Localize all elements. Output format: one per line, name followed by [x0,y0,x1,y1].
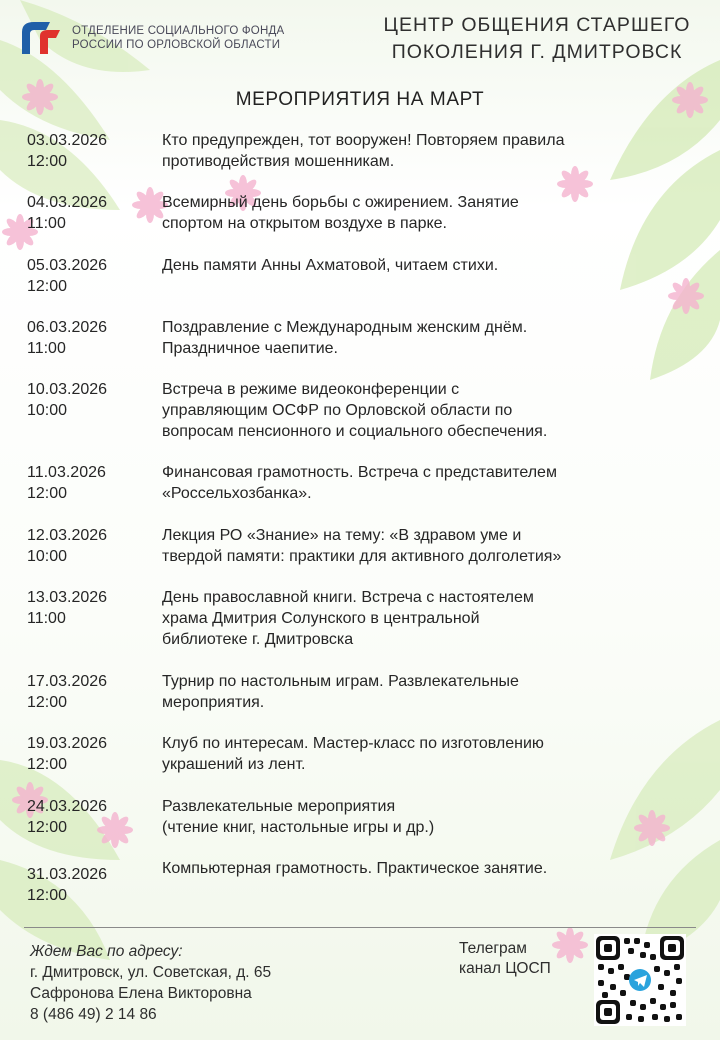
event-time: 12:00 [27,694,68,711]
contact-name: Сафронова Елена Викторовна [30,985,252,1002]
address-text: г. Дмитровск, ул. Советская, д. 65 [30,964,272,981]
event-description: День памяти Анны Ахматовой, читаем стихи. [162,257,499,274]
event-time: 11:00 [27,340,66,357]
telegram-icon [629,969,651,991]
logo-line-1: ОТДЕЛЕНИЕ СОЦИАЛЬНОГО ФОНДА [72,25,285,37]
telegram-caption [459,939,551,979]
event-description: Компьютерная грамотность. Практическое занятие. [162,860,548,877]
event-description: Встреча в режиме видеоконференции с управляющим ОСФР по Орловской области по вопросам пенсионного и социального обеспечения. [162,381,548,440]
qr-code-icon[interactable] [594,934,686,1026]
event-description: Всемирный день борьбы с ожирением. Занятие спортом на открытом воздухе в парке. [162,194,519,232]
logo-line-2: РОССИИ ПО ОРЛОВСКОЙ ОБЛАСТИ [72,39,281,51]
event-date: 24.03.2026 [27,798,108,815]
address-label: Ждем Вас по адресу: [30,943,183,960]
event-description: День православной книги. Встреча с настоятелем храма Дмитрия Солунского в центральной библиотеке г. Дмитровска [162,589,534,648]
sfr-logo [16,16,316,60]
event-date: 31.03.2026 [27,866,108,883]
event-time: 12:00 [27,819,68,836]
center-title-line-1: ЦЕНТР ОБЩЕНИЯ СТАРШЕГО [383,14,691,36]
event-description: Турнир по настольным играм. Развлекательные мероприятия. [162,673,519,711]
event-date: 19.03.2026 [27,735,108,752]
event-date: 10.03.2026 [27,381,108,398]
event-description: Финансовая грамотность. Встреча с представителем «Россельхозбанка». [162,464,557,502]
contact-phone: 8 (486 49) 2 14 86 [30,1006,157,1023]
telegram-line-2: канал ЦОСП [459,960,551,977]
event-time: 12:00 [27,887,68,904]
event-description: Поздравление с Международным женским днём. Праздничное чаепитие. [162,319,528,357]
event-date: 11.03.2026 [27,464,106,481]
logo-text [72,24,284,52]
event-description: Клуб по интересам. Мастер-класс по изготовлению украшений из лент. [162,735,544,773]
center-title [360,12,714,66]
event-date: 06.03.2026 [27,319,108,336]
event-date: 05.03.2026 [27,257,108,274]
event-description: Развлекательные мероприятия (чтение книг, настольные игры и др.) [162,798,435,836]
events-title: МЕРОПРИЯТИЯ НА МАРТ [235,89,485,110]
telegram-line-1: Телеграм [459,940,527,957]
event-time: 10:00 [27,402,68,419]
event-date: 04.03.2026 [27,194,108,211]
event-date: 12.03.2026 [27,527,108,544]
event-description: Кто предупрежден, тот вооружен! Повторяем правила противодействия мошенникам. [162,132,565,170]
center-title-line-2: ПОКОЛЕНИЯ Г. ДМИТРОВСК [391,41,683,63]
event-date: 17.03.2026 [27,673,108,690]
event-time: 12:00 [27,278,68,295]
event-time: 11:00 [27,610,66,627]
event-time: 12:00 [27,153,68,170]
event-time: 12:00 [27,756,68,773]
footer-address [30,941,271,1025]
event-date: 13.03.2026 [27,589,108,606]
event-time: 10:00 [27,548,68,565]
event-time: 11:00 [27,215,66,232]
footer-divider [24,927,696,928]
event-time: 12:00 [27,485,68,502]
sfr-logo-icon [16,18,64,58]
event-date: 03.03.2026 [27,132,108,149]
event-description: Лекция РО «Знание» на тему: «В здравом уме и твердой памяти: практики для активного долголетия» [162,527,562,565]
